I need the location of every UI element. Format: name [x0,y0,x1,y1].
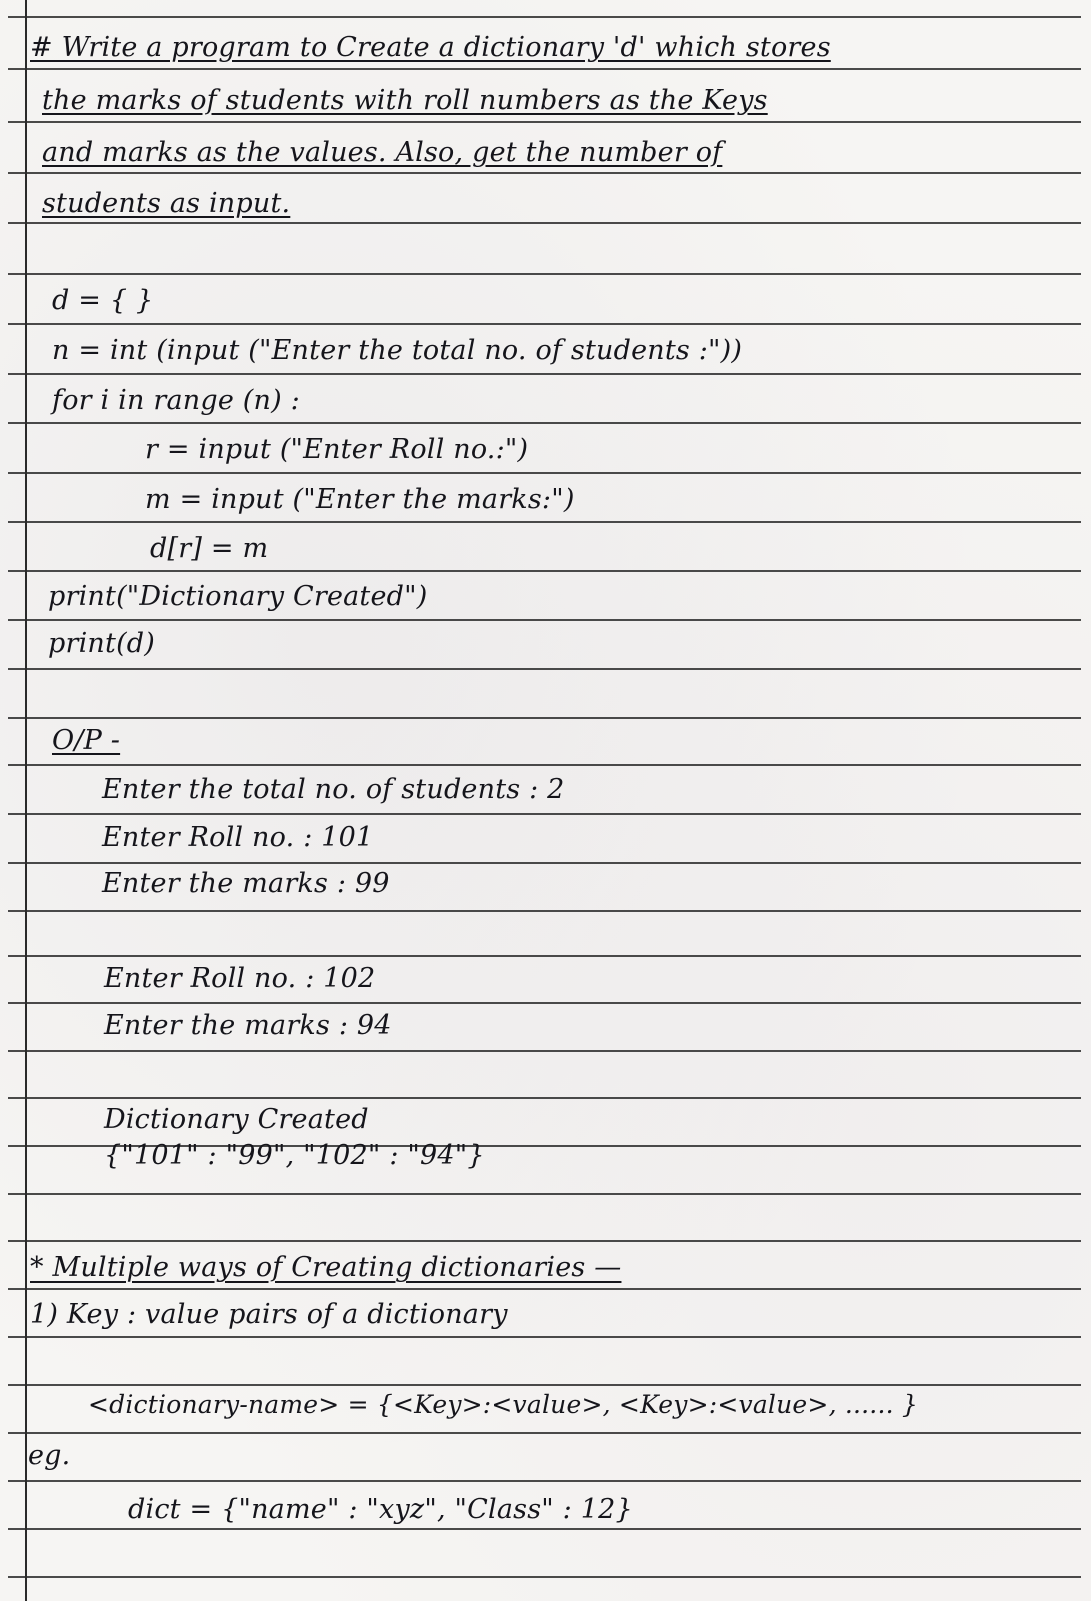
output-label: O/P - [52,725,121,756]
ruled-line [8,668,1081,670]
example-label: eg. [28,1440,71,1471]
question-line: and marks as the values. Also, get the number of [42,137,723,168]
code-line: n = int (input ("Enter the total no. of students :")) [52,335,743,366]
question-line: # Write a program to Create a dictionary 'd' which stores [30,32,831,63]
code-line: for i in range (n) : [52,385,300,416]
code-line: m = input ("Enter the marks:") [145,484,575,515]
question-line: the marks of students with roll numbers as the Keys [42,85,768,116]
ruled-line [8,910,1081,912]
ruled-line [8,813,1081,815]
ruled-line [8,862,1081,864]
section-heading: * Multiple ways of Creating dictionaries — [30,1252,622,1283]
ruled-line [8,1480,1081,1482]
ruled-line [8,1193,1081,1195]
syntax-line: <dictionary-name> = {<Key>:<value>, <Key>:<value>, ...... } [88,1390,919,1419]
ruled-line [8,521,1081,523]
ruled-line [8,1432,1081,1434]
ruled-line [8,1336,1081,1338]
ruled-line [8,68,1081,70]
ruled-line [8,717,1081,719]
output-line: Enter Roll no. : 102 [104,963,376,994]
code-line: print(d) [48,628,156,659]
code-line: print("Dictionary Created") [48,581,428,612]
ruled-line [8,323,1081,325]
ruled-line [8,1002,1081,1004]
ruled-line [8,121,1081,123]
output-line: Dictionary Created [104,1104,369,1135]
ruled-line [8,764,1081,766]
question-line: students as input. [42,188,291,219]
ruled-line [8,1528,1081,1530]
method-item: 1) Key : value pairs of a dictionary [30,1299,508,1330]
code-line: d = { } [52,285,154,316]
ruled-line [8,1050,1081,1052]
code-line: d[r] = m [150,533,269,564]
ruled-line [8,422,1081,424]
ruled-line [8,955,1081,957]
ruled-line [8,373,1081,375]
output-line: Enter the total no. of students : 2 [102,774,565,805]
example-line: dict = {"name" : "xyz", "Class" : 12} [128,1494,633,1525]
output-line: {"101" : "99", "102" : "94"} [104,1140,485,1171]
ruled-line [8,472,1081,474]
output-line: Enter the marks : 99 [102,868,390,899]
ruled-line [8,1097,1081,1099]
ruled-line [8,1576,1081,1578]
margin-line [25,0,27,1601]
ruled-line [8,273,1081,275]
output-line: Enter Roll no. : 101 [102,822,374,853]
ruled-line [8,172,1081,174]
ruled-line [8,1384,1081,1386]
ruled-line [8,1240,1081,1242]
ruled-line [8,570,1081,572]
ruled-line [8,1288,1081,1290]
ruled-line [8,619,1081,621]
output-line: Enter the marks : 94 [104,1010,392,1041]
code-line: r = input ("Enter Roll no.:") [145,434,529,465]
ruled-line [8,16,1081,18]
ruled-line [8,222,1081,224]
